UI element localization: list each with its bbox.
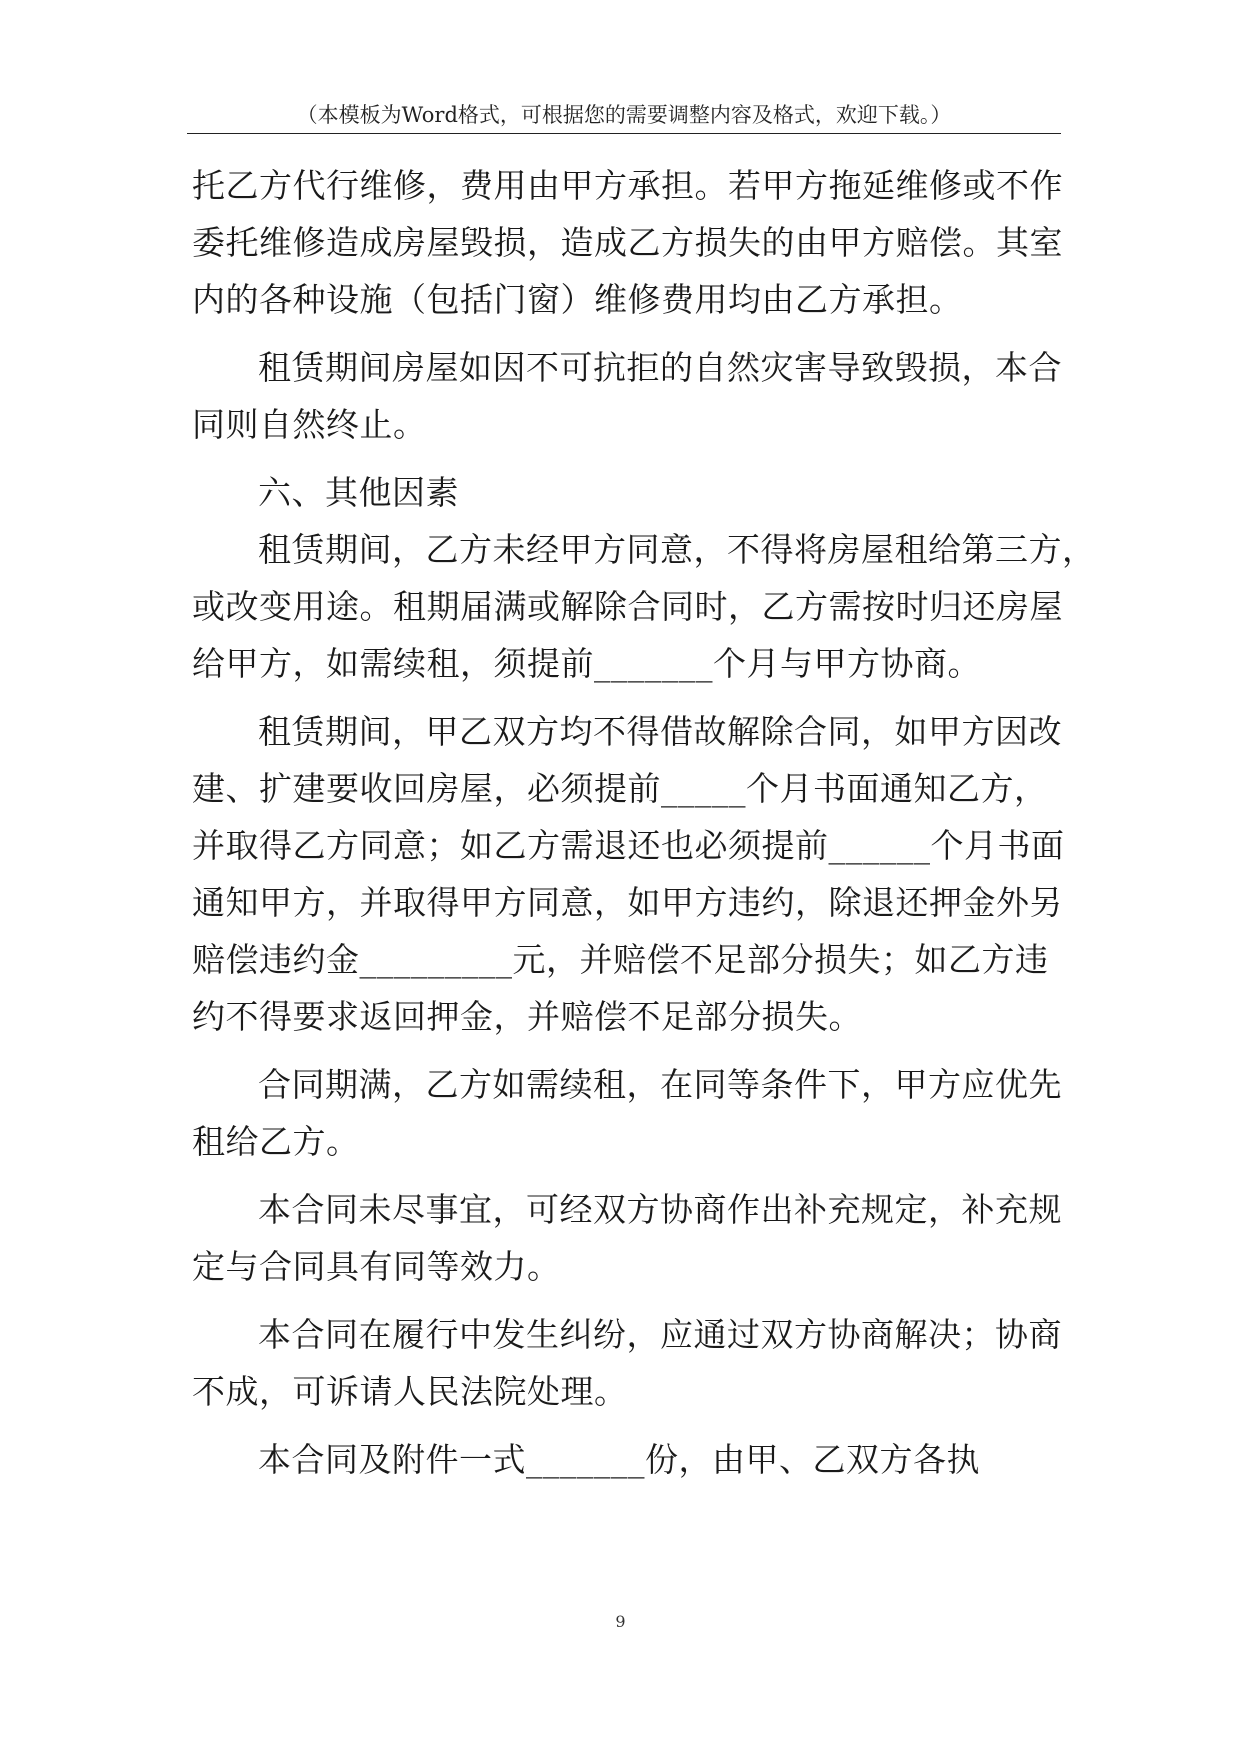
- body-line: 建、扩建要收回房屋，必须提前_____个月书面通知乙方，: [192, 769, 1048, 808]
- body-line: 租赁期间，甲乙双方均不得借故解除合同，如甲方因改: [258, 712, 1062, 751]
- page-number: 9: [615, 1612, 626, 1631]
- body-line: 通知甲方，并取得甲方同意，如甲方违约，除退还押金外另: [192, 883, 1063, 922]
- header-divider: [187, 133, 1061, 134]
- body-line: 本合同在履行中发生纠纷，应通过双方协商解决；协商: [258, 1315, 1062, 1354]
- body-line: 合同期满，乙方如需续租，在同等条件下，甲方应优先: [258, 1065, 1062, 1104]
- body-line: 定与合同具有同等效力。: [192, 1247, 561, 1286]
- body-line: 委托维修造成房屋毁损，造成乙方损失的由甲方赔偿。其室: [192, 223, 1063, 262]
- body-line: 给甲方，如需续租，须提前_______个月与甲方协商。: [192, 644, 981, 683]
- body-line: 托乙方代行维修，费用由甲方承担。若甲方拖延维修或不作: [192, 166, 1063, 205]
- body-line: 并取得乙方同意；如乙方需退还也必须提前______个月书面: [192, 826, 1065, 865]
- body-line: 不成，可诉请人民法院处理。: [192, 1372, 628, 1411]
- body-line: 租赁期间，乙方未经甲方同意，不得将房屋租给第三方，: [258, 530, 1096, 569]
- section-heading: 六、其他因素: [258, 473, 459, 512]
- document-body: [192, 157, 1096, 1488]
- body-line: 约不得要求返回押金，并赔偿不足部分损失。: [192, 997, 862, 1036]
- body-line: 租给乙方。: [192, 1122, 360, 1161]
- body-line: 租赁期间房屋如因不可抗拒的自然灾害导致毁损，本合: [258, 348, 1062, 387]
- document-header: （本模板为Word格式，可根据您的需要调整内容及格式，欢迎下载。）: [296, 103, 952, 127]
- body-line: 内的各种设施（包括门窗）维修费用均由乙方承担。: [192, 280, 963, 319]
- body-line: 本合同未尽事宜，可经双方协商作出补充规定，补充规: [258, 1190, 1062, 1229]
- body-line: 赔偿违约金_________元，并赔偿不足部分损失；如乙方违: [192, 940, 1049, 979]
- body-line: 本合同及附件一式_______份，由甲、乙双方各执: [258, 1440, 980, 1479]
- body-line: 或改变用途。租期届满或解除合同时，乙方需按时归还房屋: [192, 587, 1063, 626]
- body-line: 同则自然终止。: [192, 405, 427, 444]
